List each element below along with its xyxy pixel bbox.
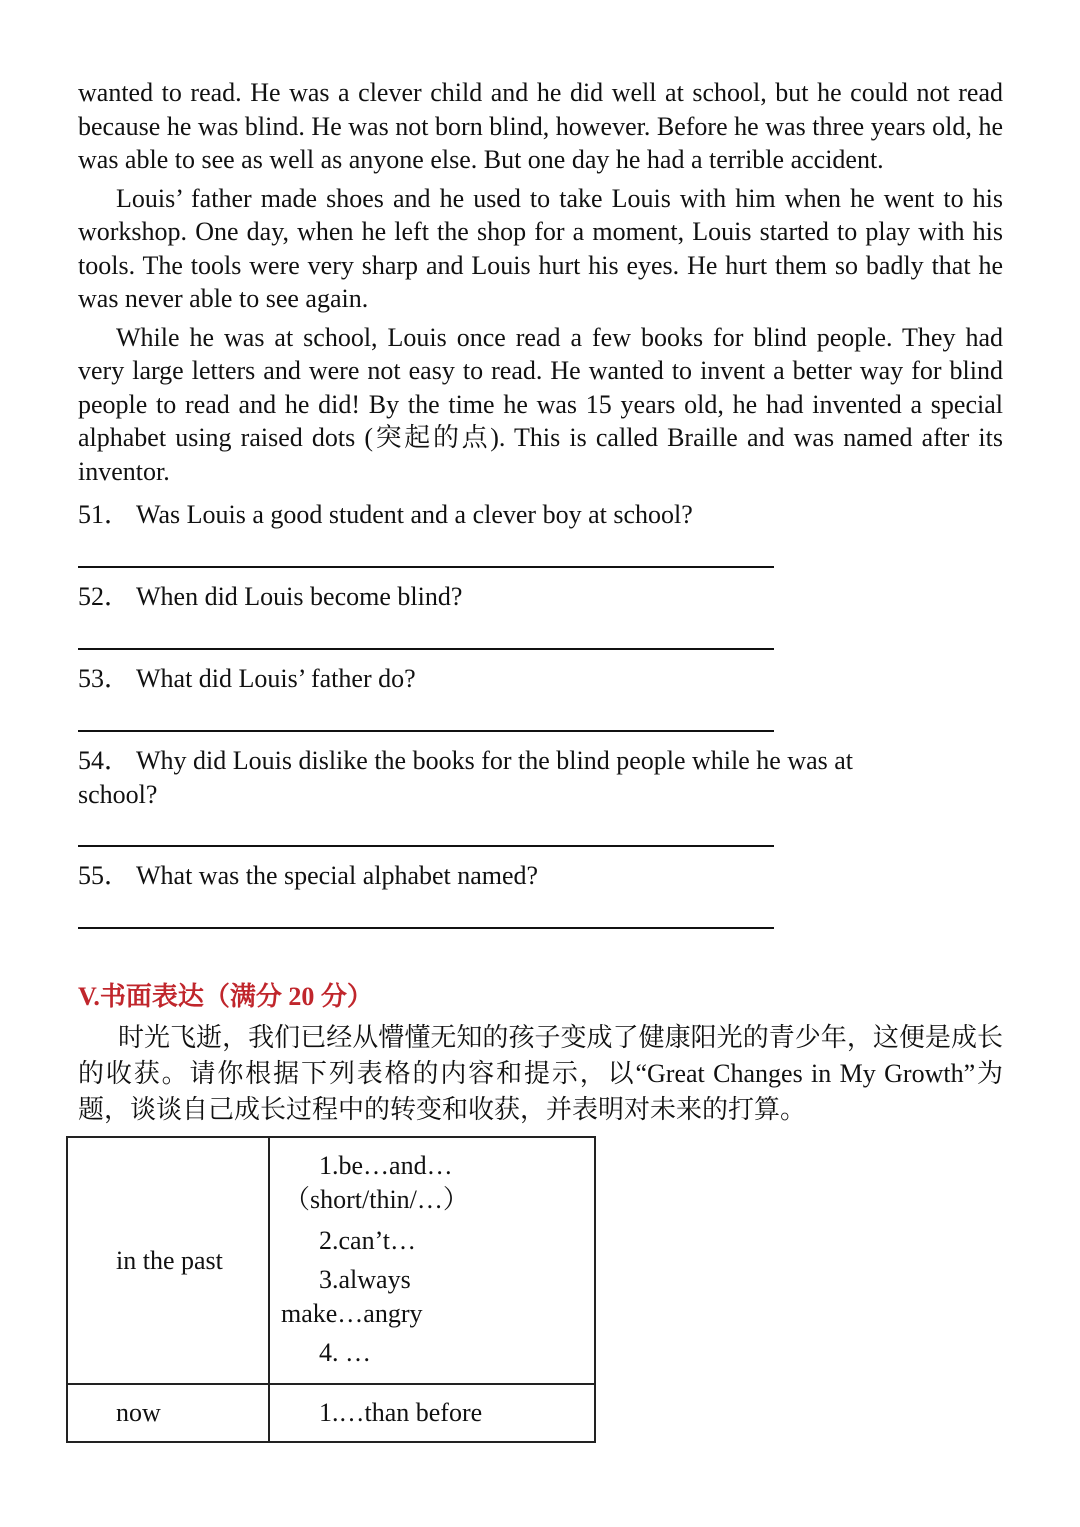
question-number: 52． (78, 582, 131, 611)
passage-paragraph-1: wanted to read. He was a clever child and he did well at school, but he could not read because he was blind. He was not born blind, however. Before he was three years old, he was able to see as well as anyone else. But one day he had a terrible accident. (78, 78, 1003, 174)
question-number: 54． (78, 746, 131, 775)
question-number: 55． (78, 861, 131, 890)
question-text: When did Louis become blind? (136, 582, 463, 611)
table-row-past (67, 1137, 595, 1384)
answer-line-54[interactable] (78, 845, 774, 847)
past-items-cell (269, 1137, 595, 1384)
question-53 (78, 662, 416, 696)
section-title: V.书面表达（满分 20 分） (78, 982, 373, 1011)
question-54 (78, 744, 853, 778)
now-items-cell (269, 1384, 595, 1442)
past-item-1-hint: （short/thin/…） (284, 1185, 469, 1214)
now-label: now (116, 1398, 161, 1427)
passage-paragraph-3: While he was at school, Louis once read a few books for blind people. They had very large letters and were not easy to read. He wanted to invent a better way for blind people to read and he did! By the time he was 15 years old, he had invented a special alphabet using raised dots (突起的点). This is called Braille and was named after its inventor. (78, 322, 1003, 486)
now-item-1: 1.…than before (319, 1398, 483, 1427)
question-52 (78, 580, 462, 614)
passage-paragraph-2: Louis’ father made shoes and he used to take Louis with him when he went to his workshop. One day, when he left the shop for a moment, Louis started to play with his tools. The tools were very sharp and Louis hurt his eyes. He hurt them so badly that he was never able to see again. (78, 183, 1003, 313)
past-item-3-cont: make…angry (281, 1299, 423, 1328)
writing-prompt: 时光飞逝，我们已经从懵懂无知的孩子变成了健康阳光的青少年，这便是成长的收获。请你根据下列表格的内容和提示，以“Great Changes in My Growth”为题，谈谈自己成长过程中的转变和收获，并表明对未来的打算。 (78, 1023, 1003, 1124)
past-item-4: 4. … (319, 1338, 371, 1367)
answer-line-52[interactable] (78, 648, 774, 650)
question-51 (78, 498, 693, 532)
now-label-cell (67, 1384, 269, 1442)
past-label-cell (67, 1137, 269, 1384)
question-text: What was the special alphabet named? (136, 861, 539, 890)
past-item-2: 2.can’t… (319, 1226, 416, 1255)
past-item-3: 3.always (319, 1265, 411, 1294)
question-55 (78, 859, 538, 893)
past-label: in the past (116, 1245, 223, 1275)
table-row-now (67, 1384, 595, 1442)
answer-line-53[interactable] (78, 730, 774, 732)
answer-line-55[interactable] (78, 927, 774, 929)
past-item-1: 1.be…and… (319, 1151, 453, 1180)
question-text: Was Louis a good student and a clever boy at school? (136, 500, 693, 529)
question-text: What did Louis’ father do? (136, 664, 416, 693)
answer-line-51[interactable] (78, 566, 774, 568)
question-number: 53． (78, 664, 131, 693)
question-54-continuation (78, 778, 157, 812)
outline-table (66, 1136, 596, 1443)
question-text: Why did Louis dislike the books for the blind people while he was at (136, 746, 854, 775)
question-number: 51． (78, 500, 131, 529)
question-text: school? (78, 780, 158, 809)
exam-page (78, 76, 1003, 890)
